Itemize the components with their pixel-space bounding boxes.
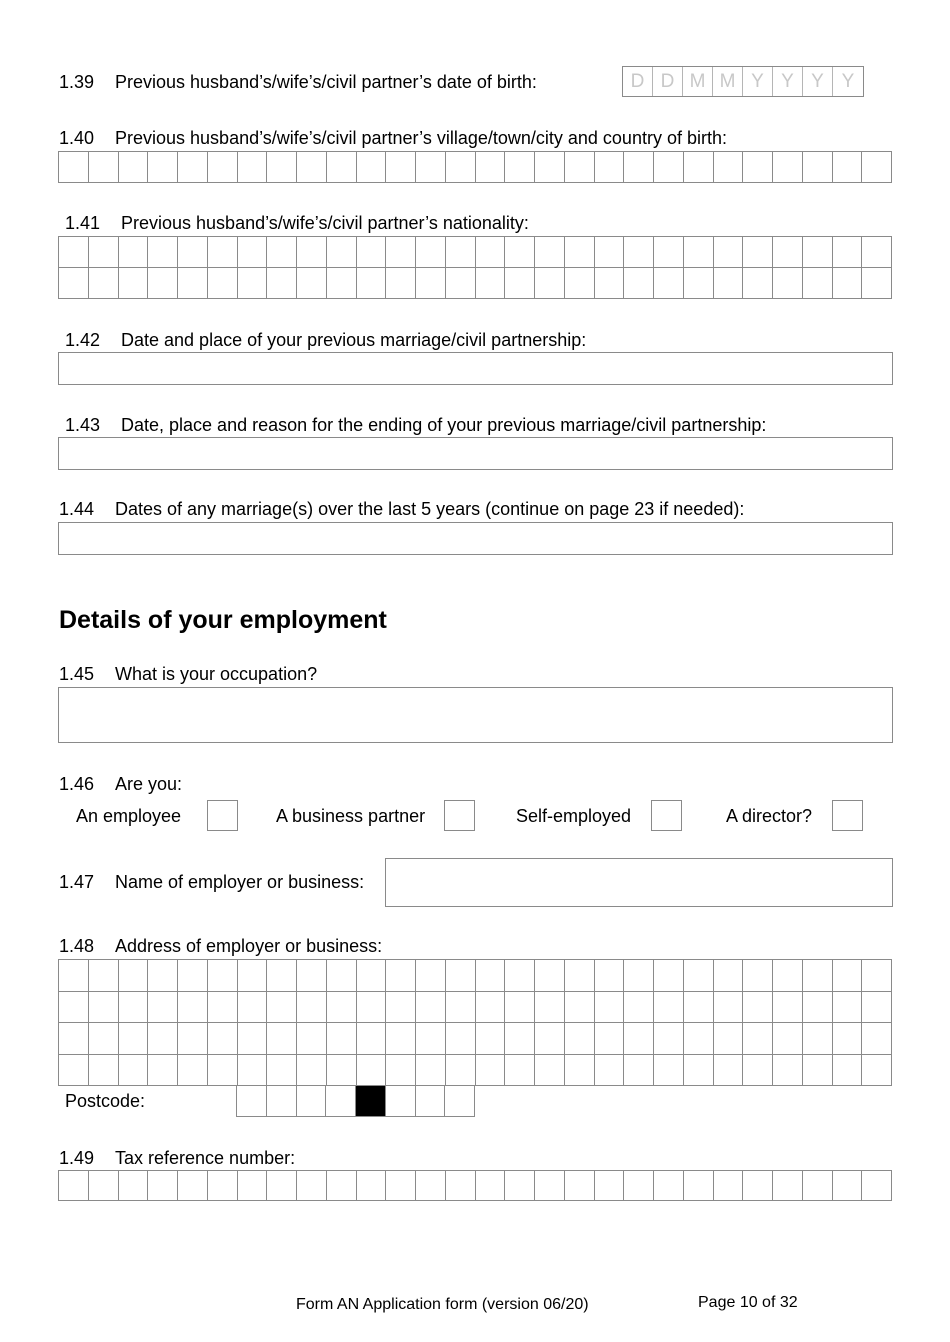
- char-box[interactable]: [505, 152, 535, 183]
- char-box[interactable]: [267, 237, 297, 268]
- question-number: 1.43: [65, 415, 101, 435]
- char-box[interactable]: [208, 1171, 238, 1201]
- dob-day-1[interactable]: D: [623, 67, 653, 96]
- q149-label: [59, 1147, 295, 1169]
- char-box[interactable]: [357, 152, 387, 183]
- char-box[interactable]: [803, 1171, 833, 1201]
- char-box[interactable]: [773, 960, 803, 992]
- char-box[interactable]: [416, 1055, 446, 1087]
- question-text: Are you:: [115, 774, 183, 794]
- char-box[interactable]: [178, 268, 208, 299]
- char-box[interactable]: [148, 1171, 178, 1201]
- char-box[interactable]: [505, 1023, 535, 1055]
- char-box[interactable]: [535, 268, 565, 299]
- char-box[interactable]: [208, 237, 238, 268]
- marriage-ending-input[interactable]: [58, 437, 893, 470]
- char-box[interactable]: [446, 960, 476, 992]
- char-box[interactable]: [89, 152, 119, 183]
- char-box[interactable]: [89, 960, 119, 992]
- business-partner-checkbox[interactable]: [444, 800, 475, 831]
- char-box[interactable]: [238, 152, 268, 183]
- char-box[interactable]: [476, 268, 506, 299]
- q146-label: [59, 773, 182, 795]
- self-employed-checkbox[interactable]: [651, 800, 682, 831]
- char-box[interactable]: [595, 1023, 625, 1055]
- char-box[interactable]: [714, 992, 744, 1024]
- char-box[interactable]: [357, 960, 387, 992]
- char-box[interactable]: [297, 1023, 327, 1055]
- char-box[interactable]: [684, 152, 714, 183]
- char-box[interactable]: [238, 237, 268, 268]
- char-box[interactable]: [89, 992, 119, 1024]
- char-box[interactable]: [416, 960, 446, 992]
- char-box[interactable]: [684, 1171, 714, 1201]
- char-box[interactable]: [59, 268, 89, 299]
- question-number: 1.44: [59, 499, 95, 519]
- char-box[interactable]: [505, 960, 535, 992]
- char-box[interactable]: [178, 1023, 208, 1055]
- char-box[interactable]: [386, 1023, 416, 1055]
- char-box[interactable]: [238, 1171, 268, 1201]
- char-box[interactable]: [59, 237, 89, 268]
- char-box[interactable]: [773, 1023, 803, 1055]
- q139-label: [59, 71, 537, 93]
- question-text: Previous husband’s/wife’s/civil partner’s date of birth:: [115, 72, 537, 92]
- char-box[interactable]: [327, 1171, 357, 1201]
- char-box[interactable]: [833, 960, 863, 992]
- dob-year-2[interactable]: Y: [773, 67, 803, 96]
- tax-reference-char-grid[interactable]: [58, 1170, 892, 1201]
- char-box[interactable]: [89, 237, 119, 268]
- char-box[interactable]: [297, 237, 327, 268]
- q148-label: [59, 935, 382, 957]
- char-box: [356, 1086, 386, 1117]
- char-box[interactable]: [119, 152, 149, 183]
- char-box[interactable]: [237, 1086, 267, 1117]
- question-text: Dates of any marriage(s) over the last 5 years (continue on page 23 if needed):: [115, 499, 745, 519]
- char-box[interactable]: [416, 1171, 446, 1201]
- char-box[interactable]: [743, 992, 773, 1024]
- char-box[interactable]: [178, 1171, 208, 1201]
- question-number: 1.41: [65, 213, 101, 233]
- char-box[interactable]: [743, 268, 773, 299]
- dob-year-3[interactable]: Y: [803, 67, 833, 96]
- char-box[interactable]: [119, 960, 149, 992]
- char-box[interactable]: [833, 992, 863, 1024]
- char-box[interactable]: [357, 1023, 387, 1055]
- char-box[interactable]: [357, 992, 387, 1024]
- dob-input[interactable]: [622, 66, 864, 97]
- birthplace-char-grid[interactable]: [58, 151, 892, 183]
- question-text: Previous husband’s/wife’s/civil partner’s village/town/city and country of birth:: [115, 128, 727, 148]
- char-box[interactable]: [178, 992, 208, 1024]
- question-text: Address of employer or business:: [115, 936, 383, 956]
- char-box[interactable]: [416, 1086, 446, 1117]
- char-box[interactable]: [59, 1023, 89, 1055]
- char-box[interactable]: [684, 268, 714, 299]
- char-box[interactable]: [714, 1171, 744, 1201]
- char-box[interactable]: [297, 1086, 327, 1117]
- char-box[interactable]: [119, 1171, 149, 1201]
- char-box[interactable]: [476, 152, 506, 183]
- char-box[interactable]: [416, 152, 446, 183]
- char-box[interactable]: [833, 1055, 863, 1087]
- char-box[interactable]: [803, 1023, 833, 1055]
- char-box[interactable]: [684, 960, 714, 992]
- q147-label: [59, 871, 364, 893]
- char-box[interactable]: [595, 1171, 625, 1201]
- char-box[interactable]: [297, 992, 327, 1024]
- char-box[interactable]: [119, 268, 149, 299]
- question-number: 1.48: [59, 936, 95, 956]
- char-box[interactable]: [119, 992, 149, 1024]
- char-box[interactable]: [535, 960, 565, 992]
- char-box[interactable]: [178, 1055, 208, 1087]
- question-text: Name of employer or business:: [115, 872, 365, 892]
- char-box[interactable]: [297, 960, 327, 992]
- option-employee-label: An employee: [76, 806, 182, 826]
- char-box[interactable]: [505, 268, 535, 299]
- char-box[interactable]: [446, 1171, 476, 1201]
- char-box[interactable]: [89, 268, 119, 299]
- char-box[interactable]: [267, 1171, 297, 1201]
- char-box[interactable]: [148, 1055, 178, 1087]
- dob-day-2[interactable]: D: [653, 67, 683, 96]
- char-box[interactable]: [654, 268, 684, 299]
- char-box[interactable]: [505, 992, 535, 1024]
- char-box[interactable]: [743, 1171, 773, 1201]
- question-number: 1.45: [59, 664, 95, 684]
- char-box[interactable]: [416, 268, 446, 299]
- char-box[interactable]: [565, 1023, 595, 1055]
- char-box[interactable]: [208, 1055, 238, 1087]
- char-box[interactable]: [833, 237, 863, 268]
- char-box[interactable]: [446, 152, 476, 183]
- char-box[interactable]: [505, 1171, 535, 1201]
- q144-label: [59, 498, 744, 520]
- char-box[interactable]: [773, 1171, 803, 1201]
- char-box[interactable]: [803, 1055, 833, 1087]
- char-box[interactable]: [148, 992, 178, 1024]
- char-box[interactable]: [624, 152, 654, 183]
- q140-label: [59, 127, 727, 149]
- char-box[interactable]: [595, 237, 625, 268]
- char-box[interactable]: [238, 268, 268, 299]
- option-business-partner-label: A business partner: [276, 806, 426, 826]
- char-box[interactable]: [267, 960, 297, 992]
- char-box[interactable]: [565, 1055, 595, 1087]
- question-number: 1.49: [59, 1148, 95, 1168]
- char-box[interactable]: [476, 1055, 506, 1087]
- char-box[interactable]: [416, 237, 446, 268]
- char-box[interactable]: [743, 1023, 773, 1055]
- char-box[interactable]: [178, 237, 208, 268]
- char-box[interactable]: [148, 960, 178, 992]
- char-box[interactable]: [476, 992, 506, 1024]
- question-number: 1.40: [59, 128, 95, 148]
- char-box[interactable]: [148, 268, 178, 299]
- char-box[interactable]: [267, 152, 297, 183]
- char-box[interactable]: [386, 960, 416, 992]
- char-box[interactable]: [386, 1171, 416, 1201]
- char-box[interactable]: [208, 152, 238, 183]
- char-box[interactable]: [862, 268, 892, 299]
- char-box[interactable]: [327, 992, 357, 1024]
- char-box[interactable]: [654, 237, 684, 268]
- char-box[interactable]: [357, 1171, 387, 1201]
- dob-month-2[interactable]: M: [713, 67, 743, 96]
- char-box[interactable]: [773, 268, 803, 299]
- char-box[interactable]: [535, 992, 565, 1024]
- char-box[interactable]: [445, 1086, 475, 1117]
- char-box[interactable]: [565, 237, 595, 268]
- char-box[interactable]: [267, 1023, 297, 1055]
- char-box[interactable]: [654, 1023, 684, 1055]
- char-box[interactable]: [624, 960, 654, 992]
- char-box[interactable]: [624, 992, 654, 1024]
- q143-label: [65, 414, 766, 436]
- char-box[interactable]: [565, 992, 595, 1024]
- question-text: What is your occupation?: [115, 664, 318, 684]
- char-box[interactable]: [743, 152, 773, 183]
- char-box[interactable]: [714, 1023, 744, 1055]
- char-box[interactable]: [505, 237, 535, 268]
- q142-label: [65, 329, 586, 351]
- question-text: Previous husband’s/wife’s/civil partner’s nationality:: [121, 213, 529, 233]
- char-box[interactable]: [684, 992, 714, 1024]
- char-box[interactable]: [386, 1086, 416, 1117]
- q145-label: [59, 663, 317, 685]
- dob-year-4[interactable]: Y: [841, 71, 855, 92]
- char-box[interactable]: [803, 237, 833, 268]
- char-box[interactable]: [386, 1055, 416, 1087]
- char-box[interactable]: [89, 1055, 119, 1087]
- char-box[interactable]: [357, 237, 387, 268]
- char-box[interactable]: [714, 1055, 744, 1087]
- dob-year-1[interactable]: Y: [743, 67, 773, 96]
- char-box[interactable]: [862, 1055, 892, 1087]
- char-box[interactable]: [297, 152, 327, 183]
- char-box[interactable]: [535, 1055, 565, 1087]
- char-box[interactable]: [327, 1055, 357, 1087]
- char-box[interactable]: [267, 1055, 297, 1087]
- char-box[interactable]: [327, 268, 357, 299]
- char-box[interactable]: [773, 152, 803, 183]
- employee-checkbox[interactable]: [207, 800, 238, 831]
- address-char-grid[interactable]: [58, 959, 892, 1086]
- char-box[interactable]: [565, 960, 595, 992]
- question-number: 1.42: [65, 330, 101, 350]
- char-box[interactable]: [386, 152, 416, 183]
- char-box[interactable]: [535, 237, 565, 268]
- char-box[interactable]: [208, 268, 238, 299]
- char-box[interactable]: [773, 1055, 803, 1087]
- char-box[interactable]: [476, 1023, 506, 1055]
- question-text: Tax reference number:: [115, 1148, 296, 1168]
- char-box[interactable]: [297, 268, 327, 299]
- char-box[interactable]: [595, 992, 625, 1024]
- marriages-dates-input[interactable]: [58, 522, 893, 555]
- char-box[interactable]: [624, 1055, 654, 1087]
- char-box[interactable]: [148, 1023, 178, 1055]
- char-box[interactable]: [714, 152, 744, 183]
- q141-label: [65, 212, 529, 234]
- char-box[interactable]: [357, 1055, 387, 1087]
- char-box[interactable]: [59, 1171, 89, 1201]
- char-box[interactable]: [624, 1171, 654, 1201]
- char-box[interactable]: [833, 1023, 863, 1055]
- char-box[interactable]: [267, 1086, 297, 1117]
- char-box[interactable]: [714, 268, 744, 299]
- char-box[interactable]: [476, 1171, 506, 1201]
- char-box[interactable]: [238, 1055, 268, 1087]
- char-box[interactable]: [803, 268, 833, 299]
- char-box[interactable]: [595, 152, 625, 183]
- char-box[interactable]: [89, 1171, 119, 1201]
- director-checkbox[interactable]: [832, 800, 863, 831]
- char-box[interactable]: [862, 960, 892, 992]
- char-box[interactable]: [119, 237, 149, 268]
- char-box[interactable]: [476, 237, 506, 268]
- char-box[interactable]: [833, 268, 863, 299]
- char-box[interactable]: [624, 1023, 654, 1055]
- char-box[interactable]: [684, 1023, 714, 1055]
- char-box[interactable]: [238, 992, 268, 1024]
- question-number: 1.47: [59, 872, 95, 892]
- char-box[interactable]: [833, 152, 863, 183]
- char-box[interactable]: [654, 1055, 684, 1087]
- char-box[interactable]: [654, 152, 684, 183]
- question-text: Date, place and reason for the ending of your previous marriage/civil partnership:: [121, 415, 767, 435]
- char-box[interactable]: [446, 1023, 476, 1055]
- char-box[interactable]: [59, 992, 89, 1024]
- postcode-label: Postcode:: [65, 1091, 146, 1111]
- char-box[interactable]: [535, 152, 565, 183]
- char-box[interactable]: [833, 1171, 863, 1201]
- char-box[interactable]: [208, 992, 238, 1024]
- question-number: 1.46: [59, 774, 95, 794]
- char-box[interactable]: [862, 992, 892, 1024]
- char-box[interactable]: [208, 960, 238, 992]
- char-box[interactable]: [654, 992, 684, 1024]
- char-box[interactable]: [862, 237, 892, 268]
- char-box[interactable]: [862, 1023, 892, 1055]
- char-box[interactable]: [714, 237, 744, 268]
- option-self-employed-label: Self-employed: [516, 806, 632, 826]
- question-text: Date and place of your previous marriage/civil partnership:: [121, 330, 587, 350]
- char-box[interactable]: [476, 960, 506, 992]
- option-director-label: A director?: [726, 806, 813, 826]
- nationality-char-grid[interactable]: [58, 236, 892, 299]
- char-box[interactable]: [624, 237, 654, 268]
- char-box[interactable]: [386, 268, 416, 299]
- char-box[interactable]: [327, 1023, 357, 1055]
- char-box[interactable]: [595, 1055, 625, 1087]
- char-box[interactable]: [267, 992, 297, 1024]
- char-box[interactable]: [59, 1055, 89, 1087]
- dob-month-1[interactable]: M: [683, 67, 713, 96]
- char-box[interactable]: [446, 268, 476, 299]
- question-number: 1.39: [59, 72, 95, 92]
- char-box[interactable]: [327, 152, 357, 183]
- char-box[interactable]: [59, 960, 89, 992]
- char-box[interactable]: [327, 237, 357, 268]
- char-box[interactable]: [326, 1086, 356, 1117]
- char-box[interactable]: [743, 1055, 773, 1087]
- char-box[interactable]: [862, 152, 892, 183]
- char-box[interactable]: [327, 960, 357, 992]
- char-box[interactable]: [684, 237, 714, 268]
- char-box[interactable]: [803, 992, 833, 1024]
- postcode-char-grid[interactable]: [236, 1086, 475, 1117]
- footer-page-number: Page 10 of 32: [698, 1294, 798, 1311]
- char-box[interactable]: [297, 1055, 327, 1087]
- char-box[interactable]: [178, 960, 208, 992]
- char-box[interactable]: [238, 960, 268, 992]
- previous-marriage-input[interactable]: [58, 352, 893, 385]
- char-box[interactable]: [654, 960, 684, 992]
- char-box[interactable]: [624, 268, 654, 299]
- char-box[interactable]: [386, 237, 416, 268]
- char-box[interactable]: [565, 152, 595, 183]
- char-box[interactable]: [565, 268, 595, 299]
- section-heading: Details of your employment: [59, 606, 387, 634]
- char-box[interactable]: [743, 237, 773, 268]
- char-box[interactable]: [178, 152, 208, 183]
- char-box[interactable]: [773, 992, 803, 1024]
- char-box[interactable]: [803, 960, 833, 992]
- char-box[interactable]: [357, 268, 387, 299]
- char-box[interactable]: [148, 152, 178, 183]
- char-box[interactable]: [535, 1171, 565, 1201]
- footer-form-version: Form AN Application form (version 06/20): [296, 1296, 589, 1313]
- char-box[interactable]: [297, 1171, 327, 1201]
- char-box[interactable]: [267, 268, 297, 299]
- char-box[interactable]: [803, 152, 833, 183]
- char-box[interactable]: [773, 237, 803, 268]
- char-box[interactable]: [595, 960, 625, 992]
- char-box[interactable]: [743, 960, 773, 992]
- char-box[interactable]: [535, 1023, 565, 1055]
- char-box[interactable]: [654, 1171, 684, 1201]
- char-box[interactable]: [416, 992, 446, 1024]
- char-box[interactable]: [148, 237, 178, 268]
- char-box[interactable]: [595, 268, 625, 299]
- char-box[interactable]: [119, 1023, 149, 1055]
- occupation-input[interactable]: [58, 687, 893, 743]
- char-box[interactable]: [386, 992, 416, 1024]
- char-box[interactable]: [89, 1023, 119, 1055]
- char-box[interactable]: [59, 152, 89, 183]
- char-box[interactable]: [446, 1055, 476, 1087]
- char-box[interactable]: [565, 1171, 595, 1201]
- employer-name-input[interactable]: [385, 858, 893, 907]
- char-box[interactable]: [446, 992, 476, 1024]
- char-box[interactable]: [416, 1023, 446, 1055]
- char-box[interactable]: [446, 237, 476, 268]
- char-box[interactable]: [208, 1023, 238, 1055]
- char-box[interactable]: [714, 960, 744, 992]
- char-box[interactable]: [238, 1023, 268, 1055]
- char-box[interactable]: [684, 1055, 714, 1087]
- char-box[interactable]: [862, 1171, 892, 1201]
- char-box[interactable]: [505, 1055, 535, 1087]
- char-box[interactable]: [119, 1055, 149, 1087]
